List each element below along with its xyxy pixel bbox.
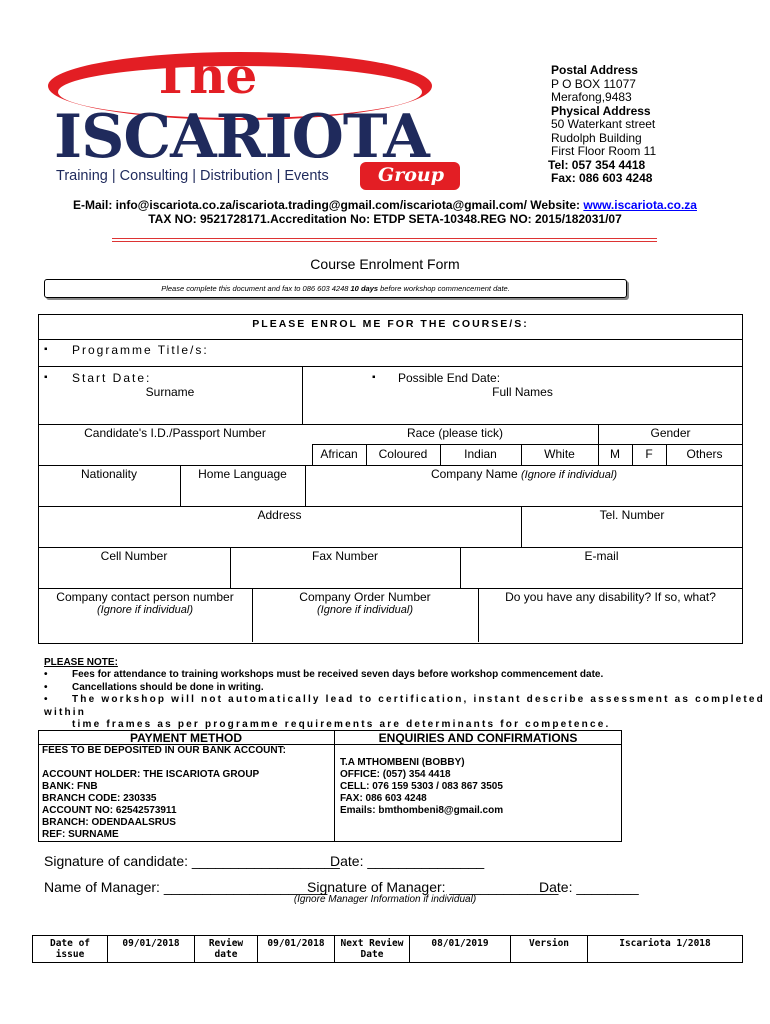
account-holder: ACCOUNT HOLDER: THE ISCARIOTA GROUP bbox=[42, 769, 260, 780]
logo-group: Group bbox=[378, 164, 445, 186]
manager-name-field[interactable]: Name of Manager: _____________________ bbox=[44, 879, 328, 895]
enquiries-heading: ENQUIRIES AND CONFIRMATIONS bbox=[378, 731, 578, 745]
gender-label: Gender bbox=[650, 426, 691, 440]
enquiries-details bbox=[340, 757, 503, 817]
id-number-field[interactable]: Candidate's I.D./Passport Number bbox=[84, 426, 266, 440]
race-indian[interactable]: Indian bbox=[464, 447, 497, 461]
tel-line: Tel: 057 354 4418 bbox=[548, 157, 646, 172]
cell-numbers: CELL: 076 159 5303 / 083 867 3505 bbox=[340, 781, 503, 792]
version-label: Version bbox=[511, 936, 588, 963]
postal-line-2: Merafong,9483 bbox=[551, 90, 632, 104]
office-number: OFFICE: (057) 354 4418 bbox=[340, 769, 451, 780]
physical-address-label: Physical Address bbox=[551, 103, 651, 118]
gender-f[interactable]: F bbox=[645, 447, 653, 461]
cell-number-field[interactable]: Cell Number bbox=[100, 549, 168, 563]
contact-name: T.A MTHOMBENI (BOBBY) bbox=[340, 757, 465, 768]
manager-date-field[interactable]: Date: ________ bbox=[539, 879, 639, 895]
start-date-field[interactable]: Start Date: bbox=[72, 371, 152, 385]
company-logo bbox=[40, 44, 480, 194]
race-white[interactable]: White bbox=[544, 447, 575, 461]
order-number-field[interactable] bbox=[252, 590, 478, 616]
account-number: ACCOUNT NO: 62542573911 bbox=[42, 805, 177, 816]
candidate-date-field[interactable]: Date: _______________ bbox=[330, 853, 485, 869]
tel-number-field[interactable]: Tel. Number bbox=[599, 508, 665, 522]
next-review-label: Next Review Date bbox=[335, 936, 410, 963]
tax-line: TAX NO: 9521728171.Accreditation No: ETDP SETA-10348.REG NO: 2015/182031/07 bbox=[148, 212, 622, 226]
logo-word-iscariota: ISCARIOTA bbox=[54, 102, 429, 172]
fax-label: Fax bbox=[551, 171, 572, 185]
notes-list bbox=[44, 669, 770, 732]
contact-person-label: Company contact person number bbox=[56, 590, 234, 604]
version-value: Iscariota 1/2018 bbox=[588, 936, 743, 963]
contact-person-note: (Ignore if individual) bbox=[97, 604, 193, 616]
instruction-pre: Please complete this document and fax to 086 603 4248 bbox=[161, 284, 351, 293]
company-name-note: (Ignore if individual) bbox=[521, 469, 618, 481]
review-date-value: 09/01/2018 bbox=[258, 936, 335, 963]
company-name-label: Company Name bbox=[430, 467, 522, 481]
email-line bbox=[0, 198, 770, 212]
branch-code: BRANCH CODE: 230335 bbox=[42, 793, 157, 804]
gender-m[interactable]: M bbox=[610, 447, 620, 461]
physical-line-1: 50 Waterkant street bbox=[551, 117, 656, 131]
document-control-table bbox=[32, 935, 743, 963]
physical-line-2: Rudolph Building bbox=[551, 130, 642, 145]
instruction-bold: 10 days bbox=[350, 284, 379, 293]
nationality-field[interactable]: Nationality bbox=[80, 467, 138, 481]
red-divider bbox=[112, 238, 657, 239]
fax-number: FAX: 086 603 4248 bbox=[340, 793, 427, 804]
fees-label: FEES TO BE DEPOSITED IN OUR BANK ACCOUNT: bbox=[42, 745, 286, 756]
email-address: Emails: bmthombeni8@gmail.com bbox=[340, 805, 504, 816]
logo-tagline: Training | Consulting | Distribution | Events bbox=[56, 168, 329, 184]
instruction-box bbox=[44, 279, 627, 298]
notes-heading: PLEASE NOTE: bbox=[44, 657, 118, 668]
race-african[interactable]: African bbox=[320, 447, 358, 461]
red-divider-2 bbox=[112, 241, 657, 242]
physical-line-3: First Floor Room 11 bbox=[551, 144, 657, 158]
logo-word-the: The bbox=[152, 46, 258, 105]
candidate-signature-field[interactable]: Signature of candidate: ___________________ bbox=[44, 853, 340, 869]
fax-number-field[interactable]: Fax Number bbox=[311, 549, 379, 563]
bank-name: BANK: FNB bbox=[42, 781, 98, 792]
website-link[interactable]: www.iscariota.co.za bbox=[583, 198, 697, 212]
race-label: Race (please tick) bbox=[406, 426, 504, 440]
postal-line-1: P O BOX 11077 bbox=[551, 76, 636, 91]
manager-signature-field[interactable]: Signature of Manager: ______________ bbox=[307, 879, 559, 895]
race-coloured[interactable]: Coloured bbox=[378, 447, 428, 461]
programme-field[interactable]: Programme Title/s: bbox=[72, 343, 209, 357]
email-field[interactable]: E-mail bbox=[584, 549, 619, 563]
date-of-issue-label: Date of issue bbox=[33, 936, 108, 963]
company-name-field[interactable] bbox=[305, 467, 743, 481]
payment-heading: PAYMENT METHOD bbox=[129, 731, 242, 745]
disability-field[interactable]: Do you have any disability? If so, what? bbox=[505, 590, 716, 604]
address-field[interactable]: Address bbox=[257, 508, 302, 522]
instruction-post: before workshop commencement date. bbox=[378, 284, 510, 293]
branch-name: BRANCH: ODENDAALSRUS bbox=[42, 817, 176, 828]
contact-person-field[interactable] bbox=[38, 590, 252, 616]
surname-field[interactable]: Surname bbox=[145, 385, 195, 399]
review-date-label: Review date bbox=[195, 936, 258, 963]
note-item: • Cancellations should be done in writing. bbox=[44, 681, 264, 693]
note-item: • Fees for attendance to training workshops must be received seven days before workshop commencement date. bbox=[44, 669, 604, 680]
payment-details bbox=[42, 745, 286, 841]
home-language-field[interactable]: Home Language bbox=[198, 467, 287, 481]
order-number-note: (Ignore if individual) bbox=[317, 604, 413, 616]
manager-note: (Ignore Manager Information if individual) bbox=[293, 894, 477, 905]
full-names-field[interactable]: Full Names bbox=[492, 385, 553, 399]
end-date-field[interactable]: Possible End Date: bbox=[398, 371, 501, 385]
email-text: E-Mail: info@iscariota.co.za/iscariota.trading@gmail.com/iscariota@gmail.com/ Website: bbox=[73, 198, 584, 212]
date-of-issue-value: 09/01/2018 bbox=[108, 936, 195, 963]
reference: REF: SURNAME bbox=[42, 829, 119, 840]
note-item: time frames as per programme requirements are determinants for competence. bbox=[72, 719, 611, 730]
order-number-label: Company Order Number bbox=[299, 590, 431, 604]
fax-value: : 086 603 4248 bbox=[571, 171, 653, 185]
address-block bbox=[548, 63, 731, 186]
note-item: • The workshop will not automatically lead to certification, instant describe assessment as completed within bbox=[44, 694, 765, 718]
form-title: Course Enrolment Form bbox=[310, 256, 460, 272]
enrol-heading: PLEASE ENROL ME FOR THE COURSE/S: bbox=[252, 318, 529, 330]
next-review-value: 08/01/2019 bbox=[410, 936, 511, 963]
gender-others[interactable]: Others bbox=[686, 447, 723, 461]
postal-address-label: Postal Address bbox=[551, 63, 638, 77]
